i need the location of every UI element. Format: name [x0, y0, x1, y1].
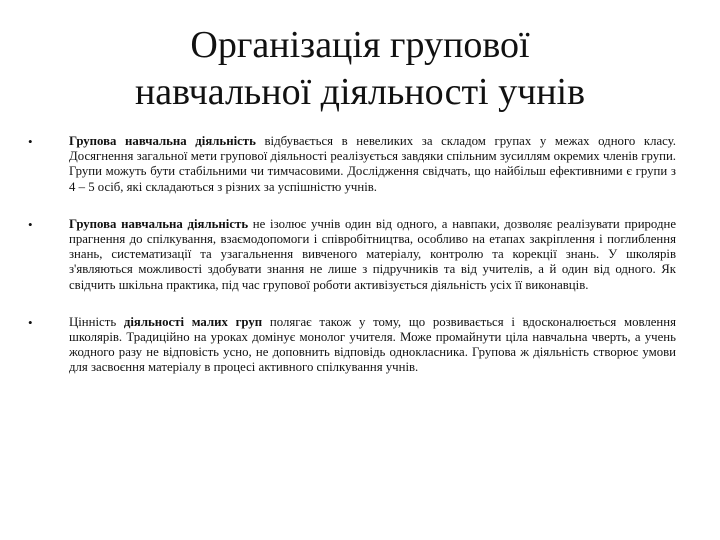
item-text: не ізолює учнів один від одного, а навпаки, дозволяє реалізувати природне прагнення до спілкування, взаємодопомоги і співробітництва, особливо на етапах закріплення і поглиблення знань, систематизації та узагальнення вивченого матеріалу, контролю та корекції знань. У школярів з'являються можливості здобувати знання не лише з підручників та від учителів, а й один від одного. Як свідчить шкільна практика, під час групової роботи активізується діяльність усіх її виконавців.	[69, 216, 677, 292]
item-text: відбувається в невеликих за складом групах у межах одного класу. Досягнення загальної мети групової діяльності реалізується завдяки спільним зусиллям окремих членів групи. Групи можуть бути стабільними чи тимчасовими. Дослідження свідчать, що найбільш ефективними є групи з 4 – 5 осіб, які складаються з різних за успішністю учнів.	[69, 134, 676, 194]
bullet-icon: •	[28, 134, 33, 149]
item-lead: Групова навчальна діяльність	[69, 216, 249, 231]
bullet-icon: •	[28, 216, 33, 232]
title-line-1: Організація групової	[190, 24, 530, 66]
bullet-icon: •	[28, 314, 33, 330]
item-text: полягає також у тому, що розвивається і вдосконалюється мовлення школярів. Традиційно на уроках домінує монолог учителя. Може промайнути ціла навчальна чверть, а учень жодного разу не відповість усно, не доповнить відповідь однокласника. Групова ж діяльність створює умови для засвоєння матеріалу в процесі активного спілкування учнів.	[69, 314, 677, 375]
item-lead: Групова навчальна діяльність	[69, 134, 256, 148]
list-item	[28, 217, 676, 293]
bullet-list	[28, 134, 676, 376]
list-item	[28, 315, 676, 376]
item-prefix: Цінність	[69, 314, 124, 329]
item-lead: діяльності малих груп	[123, 314, 263, 329]
title-line-2: навчальної діяльності учнів	[134, 71, 586, 113]
list-item	[28, 134, 676, 195]
page-title	[60, 22, 660, 116]
